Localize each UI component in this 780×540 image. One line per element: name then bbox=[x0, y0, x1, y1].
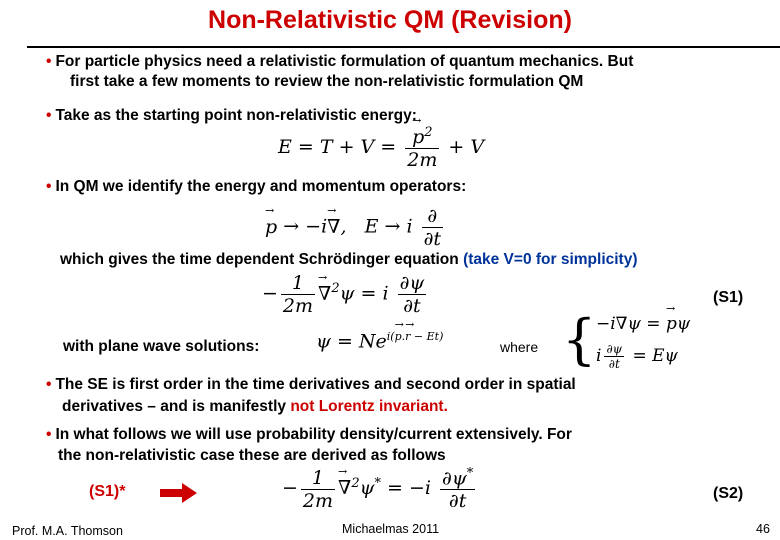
operators-equation: → p → −i→ ∇, E → i $\frac{\partial}{\partial t}$ bbox=[265, 205, 446, 250]
bullet-2-text: Take as the starting point non-relativistic energy: bbox=[55, 107, 417, 124]
bullet-3 bbox=[46, 177, 466, 197]
bullet-1-line-1: For particle physics need a relativistic formulation of quantum mechanics. But bbox=[55, 53, 634, 70]
schrodinger-intro bbox=[60, 250, 638, 270]
label-s1: (S1) bbox=[713, 289, 744, 306]
schrodinger-equation-s1: − $\frac{1}{2m}$ → ∇$^2$ψ = i $\frac{\partial\psi}{\partial t}$ bbox=[262, 272, 429, 317]
bullet-3-text: In QM we identify the energy and momentum operators: bbox=[55, 178, 467, 195]
bullet-marker: • bbox=[46, 107, 52, 124]
bullet-5-line-2 bbox=[62, 397, 448, 417]
where-label: where bbox=[500, 339, 539, 355]
simplicity-note: (take V=0 for simplicity) bbox=[463, 251, 638, 268]
bullet-6 bbox=[46, 425, 572, 445]
plane-wave-label: with plane wave solutions: bbox=[63, 338, 260, 355]
bullet-5-line-2-text: derivatives – and is manifestly bbox=[62, 398, 291, 415]
not-lorentz-invariant-text: not Lorentz invariant. bbox=[290, 398, 448, 415]
bullet-marker: • bbox=[46, 53, 52, 70]
second-order-text: second order bbox=[406, 376, 505, 393]
bullet-5-text-e: in spatial bbox=[504, 376, 576, 393]
right-arrow-icon bbox=[160, 482, 200, 504]
page-number: 46 bbox=[756, 522, 770, 536]
bullet-5-text-c: in the time derivatives and bbox=[202, 376, 407, 393]
brace-symbol: { bbox=[562, 308, 597, 371]
bullet-marker: • bbox=[46, 426, 52, 443]
bullet-6-line-2: the non-relativistic case these are derived as follows bbox=[58, 447, 446, 464]
conjugate-equation-s2: − $\frac{1}{2m}$ → ∇$^2$ψ* = −i $\frac{\partial\psi^*}{\partial t}$ bbox=[282, 466, 478, 512]
energy-eigen-equation: i $\frac{\partial\psi}{\partial t}$ = Eψ bbox=[596, 342, 678, 371]
bullet-6-line-1: In what follows we will use probability density/current extensively. For bbox=[55, 426, 572, 443]
plane-wave-solution: $\psi = Ne^{i(\to p.\to r - Et)}$ bbox=[316, 330, 443, 352]
bullet-marker: • bbox=[46, 376, 52, 393]
first-order-text: first order bbox=[129, 376, 203, 393]
bullet-5 bbox=[46, 375, 576, 395]
footer-term: Michaelmas 2011 bbox=[342, 522, 440, 536]
bullet-5-text-a: The SE is bbox=[55, 376, 130, 393]
slide-title: Non-Relativistic QM (Revision) bbox=[208, 6, 572, 34]
label-s1-star: (S1)* bbox=[89, 483, 126, 500]
bullet-1 bbox=[46, 52, 633, 72]
title-divider bbox=[27, 46, 780, 48]
bullet-2 bbox=[46, 106, 417, 126]
bullet-1-line-2: first take a few moments to review the non-relativistic formulation QM bbox=[70, 73, 584, 90]
energy-equation: E = T + V = → $\frac{p^2}{2m}$ + V bbox=[278, 125, 484, 171]
momentum-eigen-equation: −i∇ψ = → pψ bbox=[596, 314, 690, 334]
schrodinger-intro-text: which gives the time dependent Schrödinger equation bbox=[60, 251, 459, 268]
bullet-marker: • bbox=[46, 178, 52, 195]
label-s2: (S2) bbox=[713, 485, 744, 502]
footer-author: Prof. M.A. Thomson bbox=[12, 524, 123, 538]
